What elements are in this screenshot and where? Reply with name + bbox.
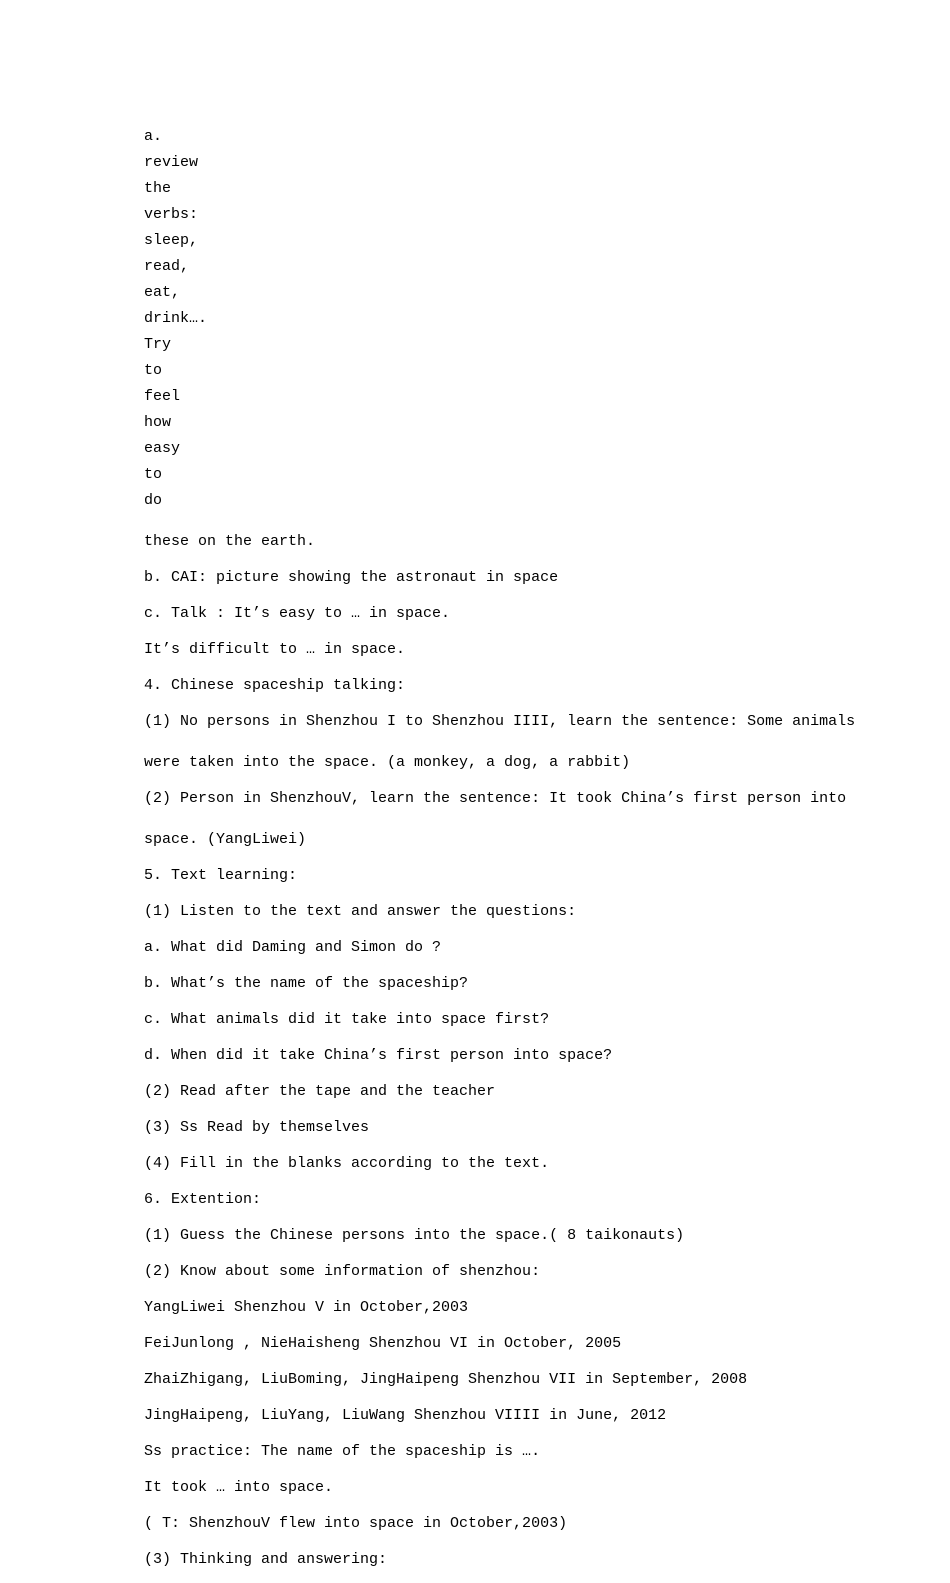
word: verbs:: [144, 206, 199, 223]
review-verbs-line-2: these on the earth.: [144, 533, 316, 550]
text-line-know-about: (2) Know about some information of shenzhou:: [144, 1263, 541, 1280]
info-line-shenzhou-vii: ZhaiZhigang, LiuBoming, JingHaipeng Shenzhou VII in September, 2008: [144, 1371, 748, 1388]
info-line-shenzhou-vi: FeiJunlong , NieHaisheng Shenzhou VI in October, 2005: [144, 1335, 622, 1352]
word: review: [144, 154, 199, 171]
word: how: [144, 414, 172, 431]
no-persons-line-2: were taken into the space. (a monkey, a dog, a rabbit): [144, 754, 631, 771]
paragraph-review-verbs: [144, 124, 808, 555]
section-heading-chinese-spaceship: 4. Chinese spaceship talking:: [144, 677, 406, 694]
section-heading-extention: 6. Extention:: [144, 1191, 262, 1208]
word: Try: [144, 336, 172, 353]
info-line-shenzhou-v: YangLiwei Shenzhou V in October,2003: [144, 1299, 469, 1316]
info-line-shenzhou-viiii: JingHaipeng, LiuYang, LiuWang Shenzhou VIIII in June, 2012: [144, 1407, 667, 1424]
text-line-ss-practice: Ss practice: The name of the spaceship is ….: [144, 1443, 541, 1460]
question-c: c. What animals did it take into space first?: [144, 1011, 550, 1028]
paragraph-no-persons: [144, 709, 856, 776]
word: sleep,: [144, 232, 199, 249]
word: easy: [144, 440, 181, 457]
text-line-teacher-note: ( T: ShenzhouV flew into space in October,2003): [144, 1515, 568, 1532]
section-heading-text-learning: 5. Text learning:: [144, 867, 298, 884]
word: to: [144, 362, 163, 379]
text-line-talk-difficult: It’s difficult to … in space.: [144, 641, 406, 658]
paragraph-person-shenzhou-v: [144, 786, 847, 853]
text-line-ss-read: (3) Ss Read by themselves: [144, 1119, 370, 1136]
text-line-listen: (1) Listen to the text and answer the questions:: [144, 903, 577, 920]
word: a.: [144, 128, 163, 145]
no-persons-line-1: (1) No persons in Shenzhou I to Shenzhou IIII, learn the sentence: Some animals: [144, 713, 856, 730]
question-d: d. When did it take China’s first person into space?: [144, 1047, 613, 1064]
text-line-guess: (1) Guess the Chinese persons into the space.( 8 taikonauts): [144, 1227, 685, 1244]
word: feel: [144, 388, 181, 405]
text-line-it-took: It took … into space.: [144, 1479, 334, 1496]
word: read,: [144, 258, 190, 275]
text-line-fill-blanks: (4) Fill in the blanks according to the text.: [144, 1155, 550, 1172]
word: drink….: [144, 310, 208, 327]
person-shenzhou-line-1: (2) Person in ShenzhouV, learn the sentence: It took China’s first person into: [144, 790, 847, 807]
document-body: [144, 124, 856, 1583]
question-b: b. What’s the name of the spaceship?: [144, 975, 469, 992]
word: do: [144, 492, 163, 509]
person-shenzhou-line-2: space. (YangLiwei): [144, 831, 307, 848]
text-line-cai: b. CAI: picture showing the astronaut in space: [144, 569, 559, 586]
word: to: [144, 466, 163, 483]
word: eat,: [144, 284, 181, 301]
review-verbs-line-1: [144, 124, 808, 514]
text-line-talk-easy: c. Talk : It’s easy to … in space.: [144, 605, 451, 622]
word: the: [144, 180, 172, 197]
text-line-read-after: (2) Read after the tape and the teacher: [144, 1083, 496, 1100]
question-a: a. What did Daming and Simon do ?: [144, 939, 442, 956]
text-line-thinking: (3) Thinking and answering:: [144, 1551, 388, 1568]
